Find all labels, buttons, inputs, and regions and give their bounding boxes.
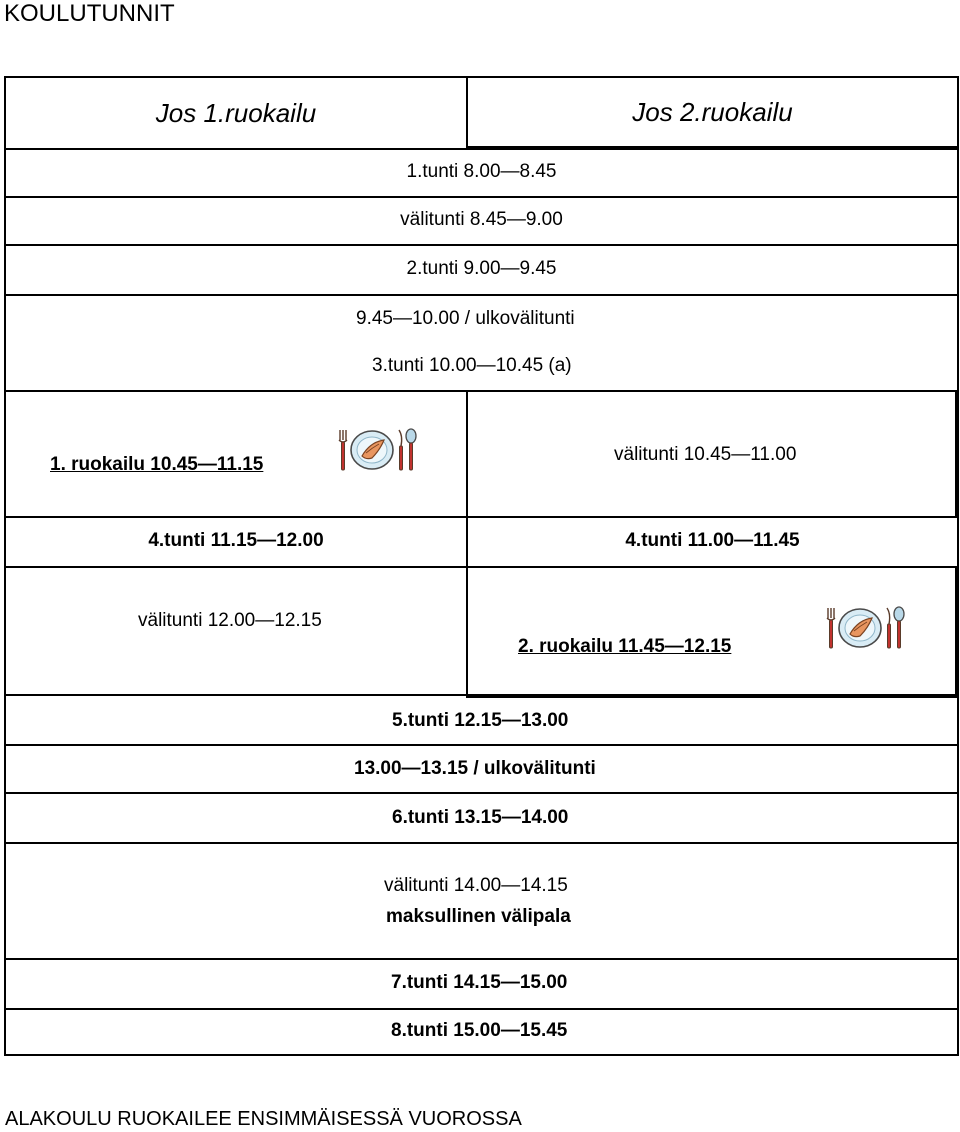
row-break-snack xyxy=(4,842,959,960)
header-col2 xyxy=(466,76,959,150)
lunch-1-label: 1. ruokailu 10.45—11.15 xyxy=(50,454,264,475)
row-break-4-label: välitunti 14.00—14.15 xyxy=(384,875,568,896)
footer-note: ALAKOULU RUOKAILEE ENSIMMÄISESSÄ VUOROSSA xyxy=(5,1108,522,1130)
row-lesson-1-label: 1.tunti 8.00—8.45 xyxy=(406,161,557,182)
page-title: KOULUTUNNIT xyxy=(4,0,175,27)
row-lesson-6 xyxy=(4,792,959,844)
break-2-label: välitunti 10.45—11.00 xyxy=(614,444,797,465)
row-snack-label: maksullinen välipala xyxy=(386,906,571,927)
split2-right xyxy=(466,516,959,568)
row-lesson-2 xyxy=(4,244,959,296)
plate-fork-knife-spoon-icon xyxy=(332,426,420,474)
row-break-1-label: välitunti 8.45—9.00 xyxy=(400,209,563,230)
row-outdoor-break-2-label: 13.00—13.15 / ulkovälitunti xyxy=(354,758,596,779)
split1-left xyxy=(4,390,468,518)
row-lesson-6-label: 6.tunti 13.15—14.00 xyxy=(392,807,569,828)
row-lesson-7 xyxy=(4,958,959,1010)
row-lesson-7-label: 7.tunti 14.15—15.00 xyxy=(391,972,568,993)
row-lesson-5 xyxy=(4,696,959,746)
row-outdoor-break-label: 9.45—10.00 / ulkovälitunti xyxy=(356,308,575,329)
row-lesson-2-label: 2.tunti 9.00—9.45 xyxy=(406,258,557,279)
row-lesson-1 xyxy=(4,148,959,198)
lesson-4b-label: 4.tunti 11.00—11.45 xyxy=(625,530,800,551)
lesson-4a-label: 4.tunti 11.15—12.00 xyxy=(148,530,324,551)
break-3-label: välitunti 12.00—12.15 xyxy=(138,610,322,631)
header-col2-label: Jos 2.ruokailu xyxy=(632,96,793,127)
header-col1 xyxy=(4,76,468,150)
row-lesson-5-label: 5.tunti 12.15—13.00 xyxy=(392,710,569,731)
row-outdoor-break-2 xyxy=(4,744,959,794)
row-lesson-8 xyxy=(4,1008,959,1056)
split3-left xyxy=(4,566,468,696)
row-lesson-8-label: 8.tunti 15.00—15.45 xyxy=(391,1020,568,1041)
row-break-1 xyxy=(4,196,959,246)
split3-right xyxy=(466,566,959,698)
plate-fork-knife-spoon-icon xyxy=(820,604,908,652)
split2-left xyxy=(4,516,468,568)
lunch-2-label: 2. ruokailu 11.45—12.15 xyxy=(518,636,732,657)
split1-right xyxy=(466,390,959,518)
schedule-table xyxy=(4,76,959,1056)
row-lesson-3-label: 3.tunti 10.00—10.45 (a) xyxy=(372,355,572,376)
row-outdoor-break-and-lesson-3 xyxy=(4,294,959,392)
header-col1-label: Jos 1.ruokailu xyxy=(155,97,317,128)
